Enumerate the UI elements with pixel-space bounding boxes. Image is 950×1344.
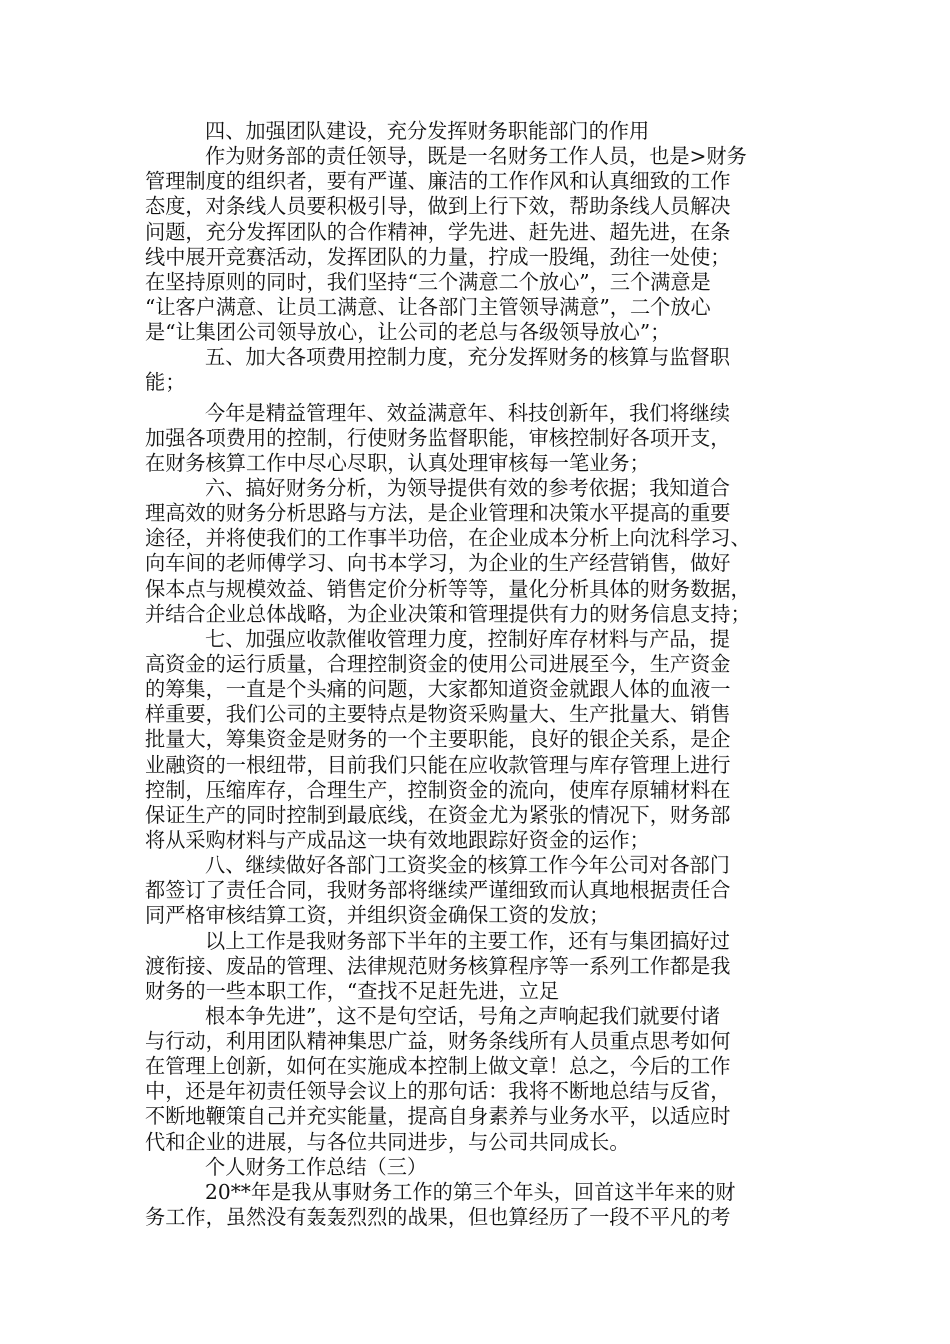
- paragraph-line: 控制，压缩库存，合理生产，控制资金的流向，使库存原辅材料在: [145, 777, 731, 802]
- section-heading-6: 六、搞好财务分析，为领导提供有效的参考依据；我知道合: [205, 475, 730, 500]
- paragraph-line: 与行动，利用团队精神集思广益，财务条线所有人员重点思考如何: [145, 1029, 731, 1054]
- paragraph-line: 的筹集，一直是个头痛的问题，大家都知道资金就跟人体的血液一: [145, 677, 731, 702]
- paragraph-line: 加强各项费用的控制，行使财务监督职能，审核控制好各项开支，: [145, 425, 731, 450]
- paragraph-line: 保本点与规模效益、销售定价分析等等，量化分析具体的财务数据，: [145, 576, 751, 601]
- paragraph-line: 在管理上创新，如何在实施成本控制上做文章！总之，今后的工作: [145, 1054, 731, 1079]
- paragraph-line: 以上工作是我财务部下半年的主要工作，还有与集团搞好过: [205, 928, 730, 953]
- paragraph-line: 不断地鞭策自己并充实能量，提高自身素养与业务水平，以适应时: [145, 1104, 731, 1129]
- section-heading-8: 八、继续做好各部门工资奖金的核算工作今年公司对各部门: [205, 853, 730, 878]
- paragraph-line: 将从采购材料与产成品这一块有效地跟踪好资金的运作；: [145, 827, 650, 852]
- section-heading-7: 七、加强应收款催收管理力度，控制好库存材料与产品，提: [205, 626, 730, 651]
- section-heading-5: 五、加大各项费用控制力度，充分发挥财务的核算与监督职: [205, 345, 730, 370]
- section-heading-4: 四、加强团队建设，充分发挥财务职能部门的作用: [205, 119, 650, 143]
- paragraph-line: 管理制度的组织者，要有严谨、廉洁的工作作风和认真细致的工作: [145, 169, 731, 194]
- paragraph-line: 同严格审核结算工资，并组织资金确保工资的发放；: [145, 903, 610, 928]
- paragraph-line: 向车间的老师傅学习、向书本学习，为企业的生产经营销售，做好: [145, 551, 731, 576]
- paragraph-line: 在坚持原则的同时，我们坚持“三个满意二个放心”，三个满意是: [145, 269, 711, 294]
- paragraph-line: 在财务核算工作中尽心尽职，认真处理审核每一笔业务；: [145, 450, 650, 475]
- paragraph-line: 中，还是年初责任领导会议上的那句话：我将不断地总结与反省，: [145, 1079, 731, 1104]
- paragraph-line: 财务的一些本职工作，“查找不足赶先进，立足: [145, 978, 560, 1003]
- paragraph-line: 渡衔接、废品的管理、法律规范财务核算程序等一系列工作都是我: [145, 953, 731, 978]
- paragraph-line: 保证生产的同时控制到最底线，在资金尤为紧张的情况下，财务部: [145, 802, 731, 827]
- paragraph-line: 高资金的运行质量，合理控制资金的使用公司进展至今，生产资金: [145, 651, 731, 676]
- paragraph-line: 态度，对条线人员要积极引导，做到上行下效，帮助条线人员解决: [145, 194, 731, 219]
- paragraph-line: 作为财务部的责任领导，既是一名财务工作人员，也是>财务: [205, 144, 747, 169]
- paragraph-line: 样重要，我们公司的主要特点是物资采购量大、生产批量大、销售: [145, 702, 731, 727]
- paragraph-line: 20**年是我从事财务工作的第三个年头，回首这半年来的财: [205, 1179, 736, 1204]
- paragraph-line: 问题，充分发挥团队的合作精神，学先进、赶先进、超先进，在条: [145, 219, 731, 244]
- section-title-3: 个人财务工作总结（三）: [205, 1154, 428, 1179]
- paragraph-line: 途径，并将使我们的工作事半功倍，在企业成本分析上向沈科学习、: [145, 526, 751, 551]
- paragraph-line: 业融资的一根纽带，目前我们只能在应收款管理与库存管理上进行: [145, 752, 731, 777]
- paragraph-line: 线中展开竞赛活动，发挥团队的力量，拧成一股绳，劲往一处使；: [145, 244, 731, 269]
- paragraph-line: 代和企业的进展，与各位共同进步，与公司共同成长。: [145, 1129, 630, 1154]
- paragraph-line: 都签订了责任合同，我财务部将继续严谨细致而认真地根据责任合: [145, 878, 731, 903]
- paragraph-line: 是“让集团公司领导放心，让公司的老总与各级领导放心”；: [145, 320, 671, 345]
- paragraph-line: 理高效的财务分析思路与方法，是企业管理和决策水平提高的重要: [145, 501, 731, 526]
- section-heading-5-cont: 能；: [145, 370, 186, 395]
- paragraph-line: 根本争先进”，这不是句空话，号角之声响起我们就要付诸: [205, 1003, 721, 1028]
- paragraph-line: 今年是精益管理年、效益满意年、科技创新年，我们将继续: [205, 400, 730, 425]
- paragraph-line: 并结合企业总体战略，为企业决策和管理提供有力的财务信息支持；: [145, 601, 751, 626]
- paragraph-line: 批量大，筹集资金是财务的一个主要职能，良好的银企关系，是企: [145, 727, 731, 752]
- paragraph-line: 务工作，虽然没有轰轰烈烈的战果，但也算经历了一段不平凡的考: [145, 1205, 731, 1230]
- paragraph-line: “让客户满意、让员工满意、让各部门主管领导满意”，二个放心: [145, 294, 711, 319]
- document-body: [145, 119, 815, 1230]
